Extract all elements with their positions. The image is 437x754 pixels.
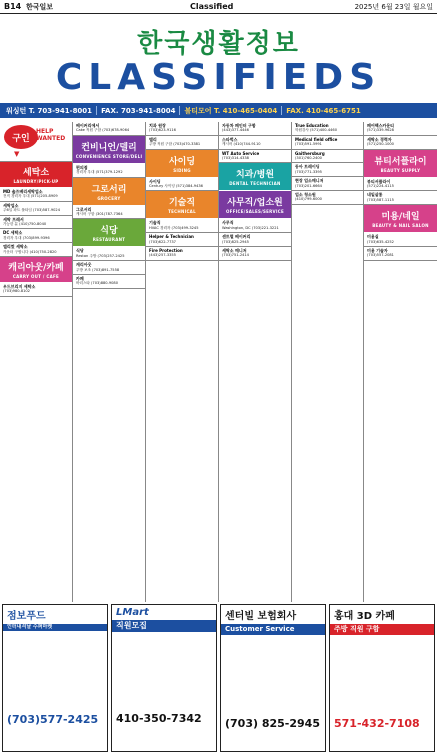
- listing-text: (443)377-4446: [222, 128, 249, 133]
- listing-heading: DC 세탁소: [3, 230, 23, 236]
- ad-jumbo-food: [2, 604, 108, 752]
- listing-item: [292, 122, 363, 136]
- ad-title: 점보푸드: [7, 611, 46, 622]
- column-2: [73, 122, 146, 602]
- category-restaurant: [73, 219, 145, 247]
- listing-heading: 세탁 프레서: [3, 216, 24, 222]
- listing-text: (410)799-6000: [295, 197, 322, 202]
- listing-text: 바리스타 (703)880-9080: [76, 281, 118, 286]
- listing-text: 주방 직원 구함 (703)470-3381: [149, 142, 201, 147]
- listing-item: [73, 275, 145, 289]
- divider: [96, 106, 97, 115]
- column-3: [146, 122, 219, 602]
- divider: [281, 106, 282, 115]
- listing-heading: WT Auto Service: [222, 150, 260, 156]
- listing-text: 가능한 분 (410)750-8040: [3, 222, 47, 227]
- page-number: B14: [4, 2, 22, 11]
- listing-item: [219, 219, 291, 233]
- category-label-en: CONVENIENCE STORE/DELI: [75, 153, 143, 159]
- masthead: [0, 15, 437, 120]
- listing-item: [364, 178, 437, 192]
- listing-item: [219, 233, 291, 247]
- category-label-ko: 뷰티서플라이: [374, 156, 427, 167]
- category-label-ko: 식당: [100, 226, 118, 237]
- category-label-en: BEAUTY & NAIL SALON: [372, 223, 429, 229]
- english-title: CLASSIFIEDS: [55, 57, 382, 98]
- category-label-en: OFFICE/SALES/SERVICE: [225, 209, 285, 215]
- display-ads-row: [0, 604, 437, 754]
- washington-fax: FAX. 703-941-8004: [101, 106, 176, 115]
- category-nail-salon: [364, 205, 437, 233]
- ad-phone: (703)577-2425: [7, 713, 99, 726]
- category-grocery: [73, 178, 145, 206]
- category-label-ko: 캐리아웃/카페: [8, 263, 64, 274]
- page-header-strip: [0, 0, 437, 14]
- ad-title: 홍대 3D 카페: [334, 611, 395, 622]
- listing-heading: 현장 업소매니저: [295, 178, 324, 184]
- korean-title: 한국생활정보: [137, 29, 300, 59]
- listing-heading: 세탁업소: [3, 202, 19, 208]
- listing-item: [146, 122, 218, 136]
- category-dental: [219, 163, 291, 191]
- listing-text: (703)751-2414: [222, 253, 249, 258]
- listing-heading: 카페: [76, 276, 84, 282]
- divider: [179, 106, 180, 115]
- listing-item: [73, 122, 145, 136]
- listing-heading: 사무직: [222, 220, 234, 226]
- ad-subtitle: 인터내셔날 수퍼마켓: [3, 624, 107, 631]
- category-carryout: [0, 257, 72, 283]
- listing-text: 캐시어 구함 (301)787-7364: [76, 212, 123, 217]
- listing-text: (703)623-9116: [149, 128, 176, 133]
- category-label-ko: 세탁소: [22, 168, 50, 178]
- listing-text: (703)771-3395: [295, 169, 322, 174]
- category-label-en: CARRY OUT / CAFE: [12, 274, 60, 280]
- listing-text: (571)339-9628: [367, 128, 394, 133]
- category-label-ko: 사무직/업소원: [227, 198, 283, 209]
- listing-text: 학원강사 (571)400-4460: [295, 128, 337, 133]
- column-6: [364, 122, 437, 602]
- listing-item: [146, 233, 218, 247]
- listing-item: [292, 191, 363, 205]
- listing-heading: 우드브리지 세탁소: [3, 284, 36, 290]
- listing-text: (443)257-3355: [149, 253, 176, 258]
- category-label-en: RESTAURANT: [92, 237, 126, 243]
- listing-heading: 기술직: [149, 220, 161, 226]
- arrow-down-icon: ▼: [14, 150, 20, 158]
- category-label-ko: 미용/네일: [381, 212, 420, 223]
- listing-heading: 업소 청소원: [295, 192, 316, 198]
- category-label-ko: 컨비니언/델리: [81, 142, 137, 153]
- listing-heading: 식당: [76, 248, 84, 254]
- listing-text: (703)635-4252: [367, 239, 394, 244]
- listing-item: [219, 150, 291, 164]
- listing-heading: 캐리아웃: [76, 262, 92, 268]
- category-office: [219, 191, 291, 219]
- category-laundry: [0, 162, 72, 188]
- listing-heading: 델리: [149, 136, 157, 142]
- ad-title: LMart: [116, 607, 149, 618]
- listing-item: [292, 177, 363, 191]
- listing-heading: 세탁소 경력자: [367, 136, 392, 142]
- listing-item: [292, 136, 363, 150]
- category-label-en: SIDING: [173, 167, 191, 173]
- listing-text: (571)250-1000: [367, 142, 394, 147]
- listing-item: [364, 122, 437, 136]
- listing-item: [73, 247, 145, 261]
- listing-item: [0, 216, 72, 230]
- listing-text: 경력자 우대 (703)899-9396: [3, 235, 50, 240]
- category-label-en: TECHNICAL: [168, 209, 196, 215]
- listing-item: [364, 136, 437, 150]
- listing-heading: 네일살롱: [367, 192, 383, 198]
- listing-text: (571)224-4115: [367, 184, 394, 189]
- ad-phone: (703) 825-2945: [225, 717, 320, 730]
- listing-heading: 엘리컷 세탁소: [3, 244, 28, 250]
- listing-item: [146, 178, 218, 192]
- listing-heading: 센트럴 베이커리: [222, 234, 251, 240]
- listing-heading: 동아 트레이딩: [295, 164, 320, 170]
- listing-text: (301)760-2400: [295, 156, 322, 161]
- baltimore-fax: FAX. 410-465-6751: [286, 106, 361, 115]
- listing-item: [364, 233, 437, 247]
- listing-text: Reston 주방 (703)257-2425: [76, 253, 125, 258]
- listing-text: 캐시어 (410)744-9110: [222, 142, 261, 147]
- category-label-ko: 그로서리: [91, 184, 127, 195]
- listing-item: [219, 122, 291, 136]
- category-beauty-supply: [364, 150, 437, 178]
- listing-text: (703)201-6664: [295, 183, 322, 188]
- listing-heading: 편의점: [76, 164, 88, 170]
- listing-item: [0, 243, 72, 257]
- ad-phone: 571-432-7108: [334, 717, 420, 730]
- ad-subtitle: 직원모집: [112, 620, 216, 632]
- section-title: Classified: [190, 2, 234, 11]
- help-wanted-badge: [0, 122, 72, 162]
- listing-heading: 뷰티서플라이: [367, 178, 391, 184]
- listing-text: 주6일 파트 풀타임 (703)587-9024: [3, 208, 60, 213]
- category-label-ko: 사이딩: [168, 156, 196, 167]
- listing-text: (703)825-2945: [222, 239, 249, 244]
- category-siding: [146, 150, 218, 178]
- listing-item: [219, 247, 291, 261]
- baltimore-phone: 볼티모어 T. 410-465-0404: [184, 106, 278, 115]
- listing-heading: Gaithersburg: [295, 150, 325, 156]
- newspaper-logo: 한국일보: [26, 3, 54, 11]
- listing-item: [73, 164, 145, 178]
- listing-item: [219, 136, 291, 150]
- listing-text: (703)557-2081: [367, 253, 394, 258]
- ad-title: 센터빌 보험회사: [225, 611, 297, 622]
- listing-heading: 그로서리: [76, 206, 92, 212]
- listing-text: (703)314-4338: [222, 156, 249, 161]
- listing-heading: 자동차 페인터 구함: [222, 123, 256, 128]
- category-technical: [146, 191, 218, 219]
- listing-text: HVAC 경력자 (703)499-3245: [149, 225, 199, 230]
- listing-item: [146, 136, 218, 150]
- column-4: [219, 122, 292, 602]
- listing-item: [146, 219, 218, 233]
- ad-phone: 410-350-7342: [116, 712, 202, 725]
- category-label-en: BEAUTY SUPPLY: [380, 167, 421, 173]
- listing-text: (703)587-1115: [367, 197, 394, 202]
- listing-item: [0, 188, 72, 202]
- category-label-ko: 치과/병원: [235, 170, 275, 181]
- category-label-en: LAUNDRY/PICK-UP: [13, 179, 59, 184]
- listing-item: [292, 150, 363, 164]
- listing-heading: 스타벅스: [222, 136, 238, 142]
- ad-centreville-insurance: [220, 604, 326, 752]
- listing-heading: 베이커리에서: [76, 123, 100, 128]
- category-label-en: GROCERY: [97, 195, 121, 201]
- ad-lmart: [111, 604, 217, 752]
- wanted-ko-label: 구인: [4, 125, 38, 149]
- listing-item: [73, 261, 145, 275]
- listing-item: [292, 163, 363, 177]
- listing-heading: True Education: [295, 123, 329, 128]
- listing-heading: Medical field office: [295, 136, 338, 142]
- listing-text: 경력자 우대 (571)379-1292: [76, 170, 123, 175]
- listing-item: [364, 247, 437, 261]
- listing-text: (703)591-5991: [295, 142, 322, 147]
- listing-item: [0, 283, 72, 297]
- listing-item: [146, 247, 218, 261]
- column-5: [292, 122, 364, 602]
- listing-heading: 세탁소 매니저: [222, 248, 247, 254]
- ad-subtitle: 주방 직원 구함: [330, 624, 434, 635]
- listing-heading: 페어팩스카운티: [367, 123, 395, 128]
- listing-text: (703)980-8102: [3, 289, 30, 294]
- listing-text: Century 사이딩 (571)384-9436: [149, 184, 203, 189]
- listing-heading: 사이딩: [149, 178, 161, 184]
- listing-text: 카운터 구합니다 (410)750-2820: [3, 249, 57, 254]
- contact-bar: [0, 103, 437, 118]
- listing-heading: 미용 기술자: [367, 248, 388, 254]
- wanted-en-label: HELP WANTED: [36, 128, 66, 142]
- category-convenience: [73, 136, 145, 164]
- ad-subtitle: Customer Service: [221, 624, 325, 635]
- listing-text: 주방 보조 (703)891-7558: [76, 267, 120, 272]
- listing-heading: Helper & Technician: [149, 234, 194, 240]
- listing-heading: MD 솔즈베리세탁업소: [3, 189, 43, 194]
- column-1: [0, 122, 73, 602]
- issue-date: 2025년 6월 23일 월요일: [354, 3, 433, 11]
- listing-text: 전직 경력자 우대 (571)205-8909: [3, 194, 58, 199]
- washington-phone: 워싱턴 T. 703-941-8001: [6, 106, 93, 115]
- listing-item: [364, 191, 437, 205]
- listing-text: (703)622-7737: [149, 239, 176, 244]
- listing-heading: 치과 원장: [149, 123, 166, 128]
- classifieds-grid: [0, 122, 437, 602]
- category-label-en: DENTAL TECHNICIAN: [229, 181, 281, 187]
- ad-hongdae-cafe: [329, 604, 435, 752]
- listing-text: Washington, DC (703)221-3221: [222, 225, 279, 230]
- listing-item: [73, 206, 145, 220]
- listing-item: [0, 202, 72, 216]
- listing-heading: Fire Protection: [149, 248, 183, 254]
- listing-text: Cake 직원 구함 (703)678-9064: [76, 128, 130, 133]
- listing-item: [0, 229, 72, 243]
- listing-heading: 미용실: [367, 234, 379, 240]
- category-label-ko: 기술직: [168, 198, 196, 209]
